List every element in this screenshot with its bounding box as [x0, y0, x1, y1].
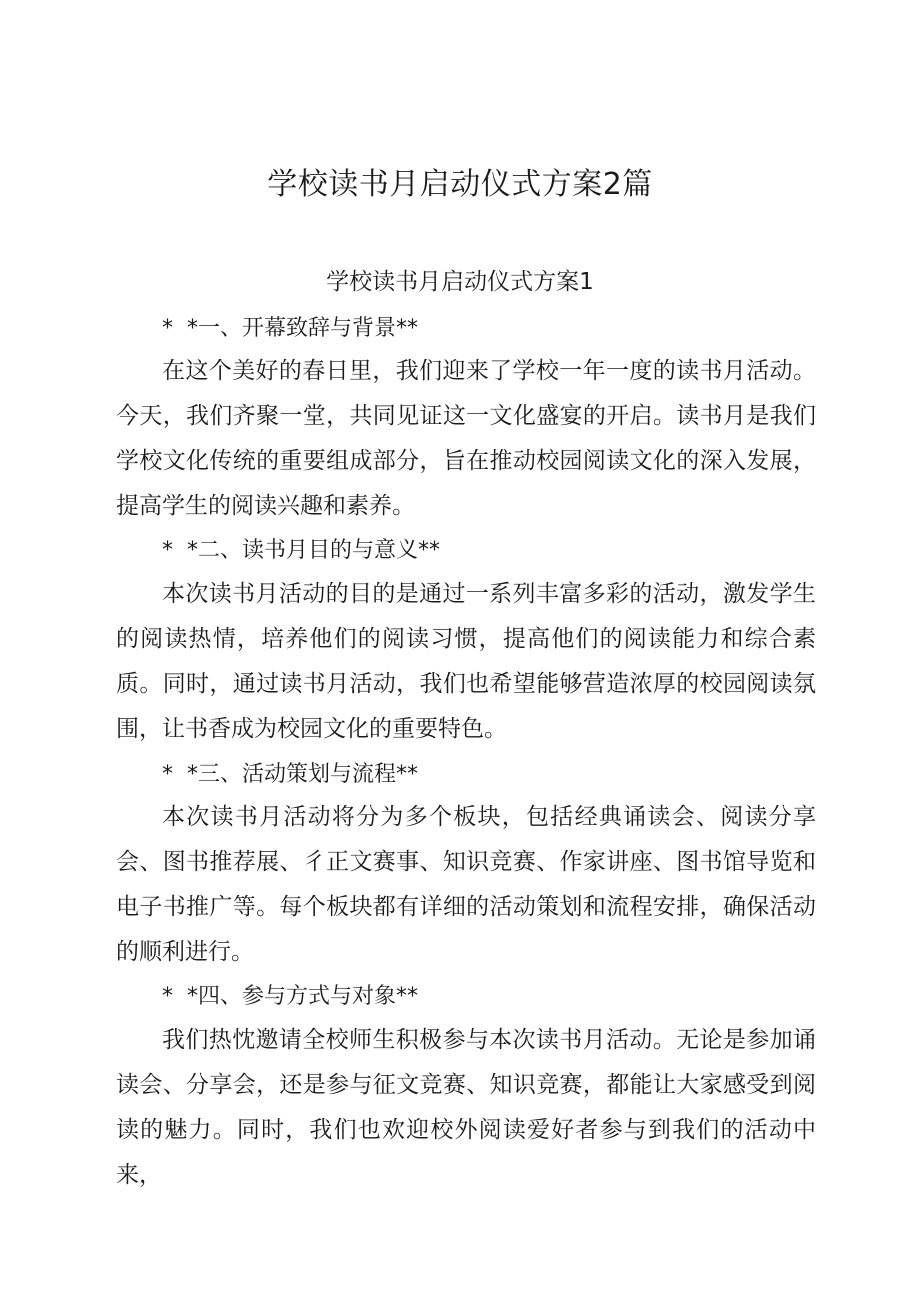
section-paragraph: 在这个美好的春日里，我们迎来了学校一年一度的读书月活动。今天，我们齐聚一堂，共同见证这一文化盛宴的开启。读书月是我们学校文化传统的重要组成部分，旨在推动校园阅读文化的深入发展，提高学生的阅读兴趣和素养。	[116, 358, 816, 519]
section-heading: * *三、活动策划与流程**	[162, 762, 418, 787]
section-paragraph: 我们热忱邀请全校师生积极参与本次读书月活动。无论是参加诵读会、分享会，还是参与征文竞赛、知识竞赛，都能让大家感受到阅读的魅力。同时，我们也欢迎校外阅读爱好者参与到我们的活动中来，	[116, 1027, 816, 1188]
section-paragraph: 本次读书月活动将分为多个板块，包括经典诵读会、阅读分享会、图书推荐展、彳正文赛事、知识竞赛、作家讲座、图书馆导览和电子书推广等。每个板块都有详细的活动策划和流程安排，确保活动的顺利进行。	[116, 804, 816, 965]
section-heading: * *一、开幕致辞与背景**	[162, 316, 418, 341]
section-heading: * *四、参与方式与对象**	[162, 984, 418, 1009]
document-title: 学校读书月启动仪式方案2篇	[267, 167, 653, 202]
document-subtitle: 学校读书月启动仪式方案1	[326, 269, 594, 295]
section-heading: * *二、读书月目的与意义**	[162, 538, 440, 563]
section-paragraph: 本次读书月活动的目的是通过一系列丰富多彩的活动，激发学生的阅读热情，培养他们的阅读习惯，提高他们的阅读能力和综合素质。同时，通过读书月活动，我们也希望能够营造浓厚的校园阅读氛围，让书香成为校园文化的重要特色。	[116, 581, 816, 742]
